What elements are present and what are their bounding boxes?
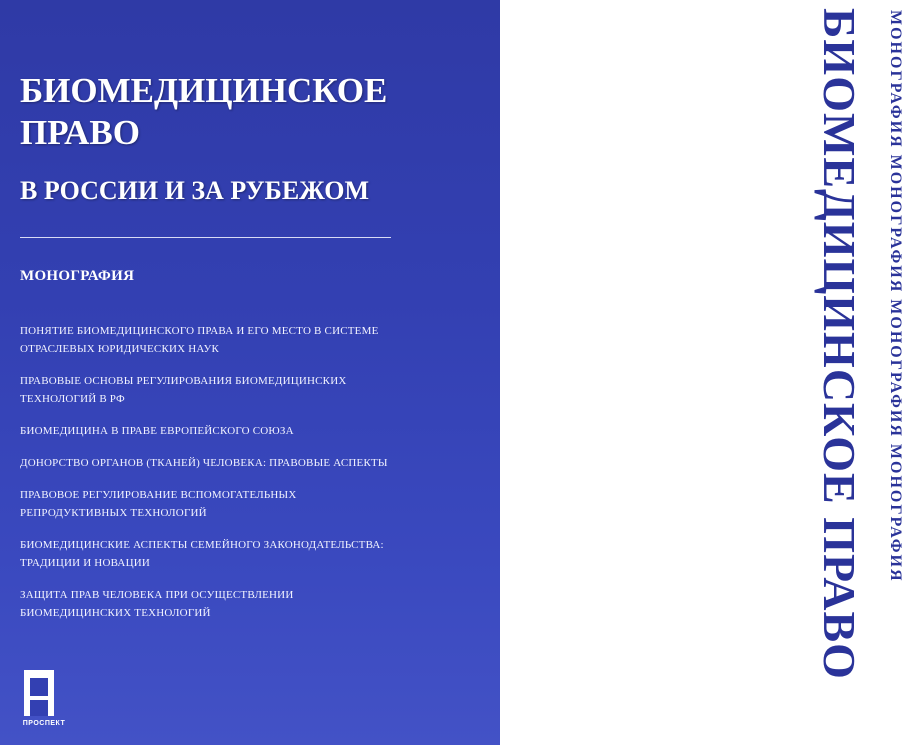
book-title: БИОМЕДИЦИНСКОЕ ПРАВО [20,71,388,152]
contents-item: БИОМЕДИЦИНА В ПРАВЕ ЕВРОПЕЙСКОГО СОЮЗА [20,425,294,437]
divider-line [20,237,391,238]
publisher-name: ПРОСПЕКТ [22,720,66,727]
contents-item: ПРАВОВОЕ РЕГУЛИРОВАНИЕ ВСПОМОГАТЕЛЬНЫХ РЕПРОДУКТИВНЫХ ТЕХНОЛОГИЙ [20,489,297,519]
contents-item: ДОНОРСТВО ОРГАНОВ (ТКАНЕЙ) ЧЕЛОВЕКА: ПРАВОВЫЕ АСПЕКТЫ [20,457,388,469]
contents-item: БИОМЕДИЦИНСКИЕ АСПЕКТЫ СЕМЕЙНОГО ЗАКОНОДАТЕЛЬСТВА: ТРАДИЦИИ И НОВАЦИИ [20,539,384,569]
vertical-genre-text: МОНОГРАФИЯ МОНОГРАФИЯ МОНОГРАФИЯ МОНОГРАФИЯ [887,10,904,583]
publisher-logo-icon [24,670,54,716]
spine-decoration [408,0,904,745]
publisher-logo [14,670,74,732]
book-subtitle: В РОССИИ И ЗА РУБЕЖОМ [20,176,370,205]
contents-list [20,322,390,636]
genre-label: МОНОГРАФИЯ [20,268,135,284]
vertical-title-text: БИОМЕДИЦИНСКОЕ ПРАВО [814,8,865,680]
contents-item: ЗАЩИТА ПРАВ ЧЕЛОВЕКА ПРИ ОСУЩЕСТВЛЕНИИ БИОМЕДИЦИНСКИХ ТЕХНОЛОГИЙ [20,589,294,619]
contents-item: ПРАВОВЫЕ ОСНОВЫ РЕГУЛИРОВАНИЯ БИОМЕДИЦИНСКИХ ТЕХНОЛОГИЙ В РФ [20,375,347,405]
contents-item: ПОНЯТИЕ БИОМЕДИЦИНСКОГО ПРАВА И ЕГО МЕСТО В СИСТЕМЕ ОТРАСЛЕВЫХ ЮРИДИЧЕСКИХ НАУК [20,325,379,355]
